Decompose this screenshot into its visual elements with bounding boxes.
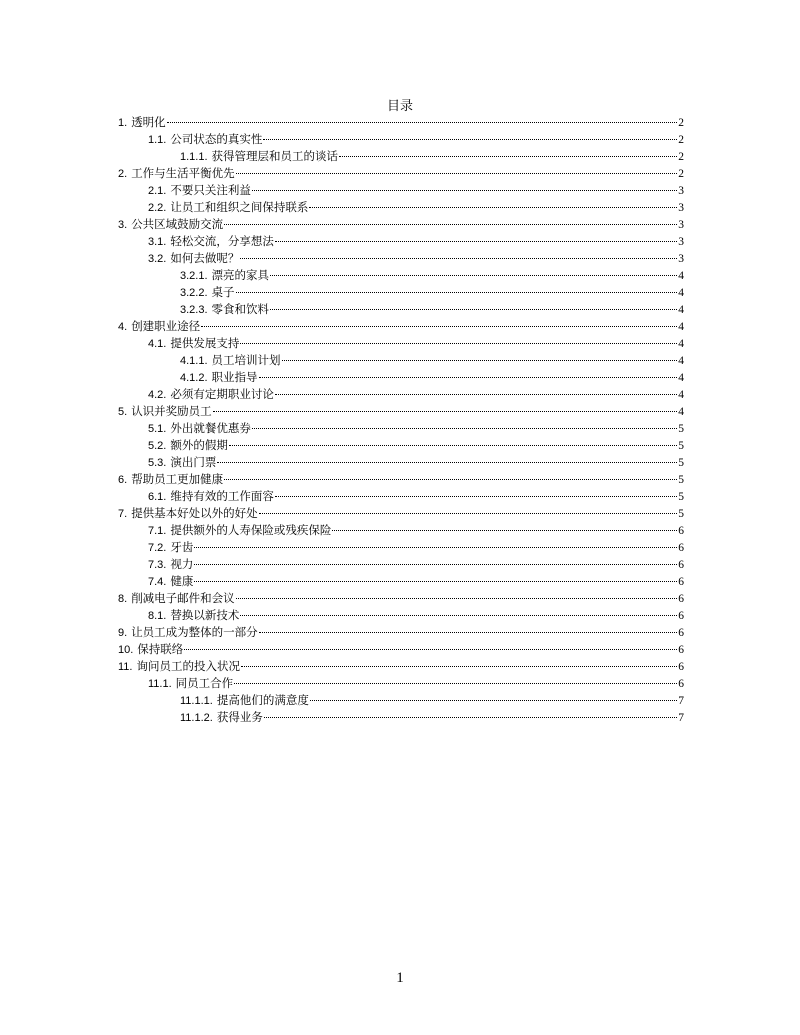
toc-entry-title: 不要只关注利益 [170,183,251,197]
dot-leader [241,666,677,667]
toc-entry-title: 工作与生活平衡优先 [131,166,235,180]
toc-entry-title: 询问员工的投入状况 [136,659,240,673]
toc-entry-number: 6. [118,474,128,486]
toc-entry[interactable] [118,488,684,505]
toc-entry[interactable] [118,522,684,539]
toc-entry[interactable] [118,114,684,131]
dot-leader [275,394,677,395]
toc-entry-number: 4.1.2. [180,372,208,384]
toc-entry-page: 2 [678,151,684,163]
toc-entry-title: 透明化 [131,115,166,129]
dot-leader [275,496,677,497]
toc-entry-title: 获得管理层和员工的谈话 [211,149,339,163]
toc-entry-page: 3 [678,185,684,197]
toc-entry-page: 3 [678,219,684,231]
toc-entry-title: 轻松交流，分享想法 [170,234,274,248]
toc-entry-title: 同员工合作 [175,676,234,690]
toc-entry-title: 额外的假期 [170,438,228,452]
toc-entry-number: 11. [118,661,133,673]
toc-entry[interactable] [118,199,684,216]
toc-entry-title: 帮助员工更加健康 [131,472,224,486]
toc-entry-number: 6.1. [148,491,167,503]
toc-entry-title: 健康 [170,574,194,588]
toc-entry[interactable] [118,250,684,267]
dot-leader [234,683,677,684]
dot-leader [259,377,678,378]
toc-entry-title: 公共区域鼓励交流 [131,217,224,231]
toc-entry-title: 演出门票 [170,455,217,469]
dot-leader [275,241,677,242]
dot-leader [224,479,677,480]
toc-entry-number: 11.1.1. [180,695,213,707]
toc-entry-page: 3 [678,202,684,214]
toc-entry-page: 2 [678,117,684,129]
dot-leader [224,224,677,225]
toc-entry-number: 4.1.1. [180,355,208,367]
toc-entry-page: 4 [678,355,684,367]
toc-entry-title: 员工培训计划 [211,353,281,367]
toc-entry-title: 必须有定期职业讨论 [170,387,274,401]
toc-entry[interactable] [118,335,684,352]
dot-leader [310,700,677,701]
toc-entry-page: 3 [678,253,684,265]
toc-entry-page: 6 [678,661,684,673]
toc-entry-page: 3 [678,236,684,248]
dot-leader [270,309,677,310]
toc-entry-title: 保持联络 [137,642,184,656]
toc-entry-page: 6 [678,627,684,639]
toc-entry-number: 4. [118,321,128,333]
toc-entry-page: 6 [678,576,684,588]
toc-entry[interactable] [118,556,684,573]
toc-entry-number: 5.2. [148,440,167,452]
toc-entry-page: 7 [678,695,684,707]
dot-leader [240,343,677,344]
dot-leader [213,411,678,412]
toc-entry-title: 外出就餐优惠券 [170,421,251,435]
toc-entry-title: 认识并奖励员工 [131,404,212,418]
toc-entry-number: 7.1. [148,525,167,537]
toc-entry-number: 5.3. [148,457,167,469]
toc-entry-page: 5 [678,508,684,520]
dot-leader [217,462,677,463]
dot-leader [263,139,677,140]
toc-entry[interactable] [118,692,684,709]
toc-entry[interactable] [118,148,684,165]
toc-entry[interactable] [118,131,684,148]
toc-entry-number: 3.2.2. [180,287,208,299]
toc-entry[interactable] [118,301,684,318]
toc-entry-title: 职业指导 [211,370,258,384]
dot-leader [236,173,678,174]
toc-entry-number: 7. [118,508,128,520]
toc-entry-number: 1.1.1. [180,151,208,163]
toc-entry[interactable] [118,471,684,488]
toc-entry-title: 维持有效的工作面容 [170,489,274,503]
toc-entry[interactable] [118,267,684,284]
dot-leader [252,190,677,191]
toc-entry-page: 4 [678,372,684,384]
toc-entry-number: 11.1. [148,678,172,690]
toc-entry[interactable] [118,437,684,454]
dot-leader [259,513,678,514]
toc-entry-page: 6 [678,644,684,656]
toc-entry-page: 5 [678,474,684,486]
toc-entry-page: 4 [678,338,684,350]
toc-entry-number: 5. [118,406,128,418]
toc-entry-page: 5 [678,491,684,503]
toc-entry[interactable] [118,386,684,403]
toc-entry-page: 6 [678,525,684,537]
dot-leader [339,156,677,157]
toc-entry-title: 获得业务 [216,710,263,724]
toc-entry-number: 5.1. [148,423,167,435]
toc-entry-title: 让员工和组织之间保持联系 [170,200,309,214]
toc-entry-page: 6 [678,678,684,690]
toc-entry[interactable] [118,369,684,386]
page-number: 1 [396,970,404,986]
toc-entry[interactable] [118,675,684,692]
toc-entry-title: 视力 [170,557,194,571]
toc-entry-page: 2 [678,168,684,180]
toc-entry-number: 3.2. [148,253,167,265]
dot-leader [259,632,678,633]
toc-entry-number: 1. [118,117,128,129]
dot-leader [167,122,678,123]
toc-entry[interactable] [118,539,684,556]
toc-entry-number: 8. [118,593,128,605]
toc-entry-page: 6 [678,610,684,622]
dot-leader [309,207,677,208]
toc-entry[interactable] [118,165,684,182]
toc-entry-page: 4 [678,406,684,418]
toc-entry-page: 4 [678,389,684,401]
dot-leader [270,275,677,276]
toc-entry-number: 2.2. [148,202,167,214]
toc-entry[interactable] [118,182,684,199]
dot-leader [194,564,677,565]
toc-entry-number: 10. [118,644,134,656]
toc-entry[interactable] [118,318,684,335]
toc-entry-title: 公司状态的真实性 [170,132,263,146]
toc-entry-title: 替换以新技术 [170,608,240,622]
toc-entry-page: 4 [678,321,684,333]
toc-entry-number: 1.1. [148,134,167,146]
dot-leader [264,717,677,718]
toc-entry-number: 7.4. [148,576,167,588]
toc-entry[interactable] [118,403,684,420]
toc-entry-title: 提供额外的人寿保险或残疾保险 [170,523,332,537]
toc-entry-page: 7 [678,712,684,724]
toc-entry-number: 2. [118,168,128,180]
toc-entry[interactable] [118,352,684,369]
toc-entry-title: 创建职业途径 [131,319,201,333]
dot-leader [240,258,677,259]
toc-title: 目录 [386,99,413,114]
toc-entry-title: 如何去做呢？ [170,251,240,265]
toc-entry[interactable] [118,505,684,522]
dot-leader [236,598,678,599]
toc-entry-number: 7.3. [148,559,167,571]
toc-entry-number: 8.1. [148,610,167,622]
toc-entry-page: 4 [678,287,684,299]
dot-leader [194,581,677,582]
toc-entry-number: 11.1.2. [180,712,213,724]
dot-leader [201,326,677,327]
toc-entry-page: 6 [678,593,684,605]
dot-leader [332,530,677,531]
toc-entry[interactable] [118,420,684,437]
dot-leader [236,292,678,293]
toc-entry-title: 桌子 [211,285,235,299]
toc-entry-page: 6 [678,559,684,571]
toc-entry-number: 3. [118,219,128,231]
toc-entry-page: 6 [678,542,684,554]
toc-entry-number: 9. [118,627,128,639]
dot-leader [229,445,677,446]
toc-entry[interactable] [118,216,684,233]
toc-entry[interactable] [118,454,684,471]
toc-entry-number: 4.2. [148,389,167,401]
dot-leader [194,547,677,548]
toc-entry-number: 2.1. [148,185,167,197]
toc-entry-title: 漂亮的家具 [211,268,270,282]
toc-entry-title: 让员工成为整体的一部分 [131,625,258,639]
table-of-contents [118,114,684,726]
toc-entry[interactable] [118,590,684,607]
toc-entry-title: 削减电子邮件和会议 [131,591,235,605]
toc-entry[interactable] [118,624,684,641]
toc-entry-page: 2 [678,134,684,146]
toc-entry[interactable] [118,284,684,301]
toc-entry-page: 4 [678,304,684,316]
dot-leader [282,360,678,361]
toc-entry-title: 零食和饮料 [211,302,270,316]
toc-entry-page: 5 [678,423,684,435]
toc-entry[interactable] [118,573,684,590]
toc-entry-number: 7.2. [148,542,167,554]
toc-entry-title: 提供发展支持 [170,336,240,350]
toc-entry[interactable] [118,233,684,250]
toc-entry-title: 提高他们的满意度 [216,693,309,707]
toc-entry-page: 4 [678,270,684,282]
dot-leader [184,649,677,650]
toc-entry[interactable] [118,658,684,675]
dot-leader [252,428,677,429]
toc-entry-number: 3.2.3. [180,304,208,316]
toc-entry[interactable] [118,641,684,658]
toc-entry-title: 提供基本好处以外的好处 [131,506,258,520]
toc-entry-title: 牙齿 [170,540,194,554]
toc-entry-number: 4.1. [148,338,167,350]
toc-entry-number: 3.2.1. [180,270,208,282]
toc-entry-number: 3.1. [148,236,167,248]
toc-entry[interactable] [118,709,684,726]
toc-entry-page: 5 [678,440,684,452]
dot-leader [240,615,677,616]
toc-entry-page: 5 [678,457,684,469]
toc-entry[interactable] [118,607,684,624]
